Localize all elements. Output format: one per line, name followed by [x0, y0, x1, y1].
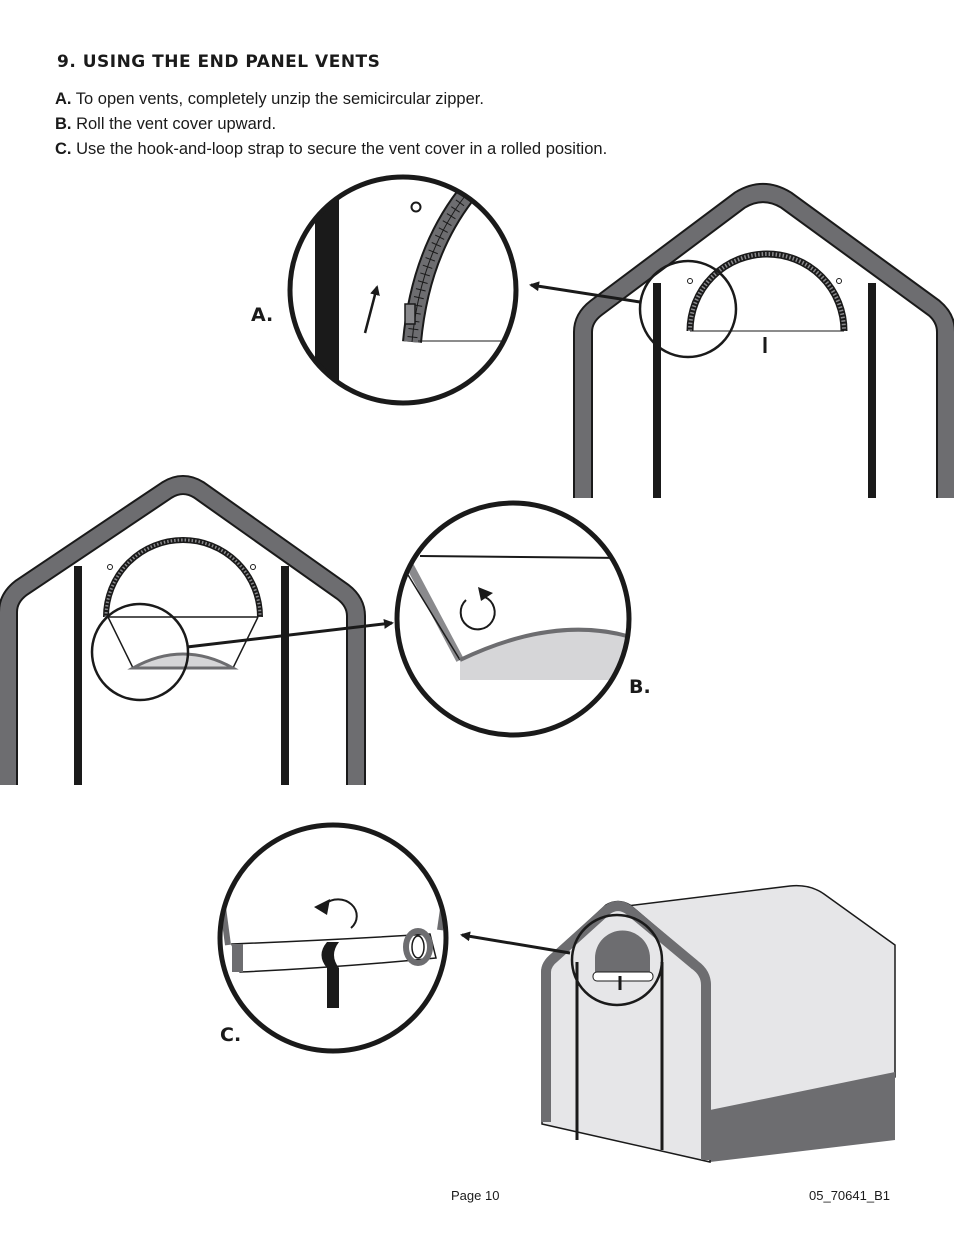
zoom-circle-b [397, 503, 640, 735]
step-letter: B. [55, 115, 72, 133]
pointer-arrow-c [462, 935, 570, 953]
figure-label-a: A. [251, 304, 274, 326]
step-text: Roll the vent cover upward. [76, 115, 277, 133]
document-code: 05_70641_B1 [809, 1188, 890, 1203]
step-letter: A. [55, 90, 72, 108]
step-text: To open vents, completely unzip the semicircular zipper. [75, 90, 484, 108]
shelter-end-b [8, 485, 356, 785]
step-letter: C. [55, 140, 72, 158]
figure-label-b: B. [629, 676, 651, 698]
section-heading: 9. USING THE END PANEL VENTS [57, 52, 381, 72]
shelter-end-a [583, 193, 946, 498]
step-text: Use the hook-and-loop strap to secure the vent cover in a rolled position. [76, 140, 608, 158]
page-number: Page 10 [451, 1188, 500, 1203]
shelter-body-c [542, 886, 895, 1162]
zoom-circle-a [290, 170, 520, 420]
figure-label-c: C. [220, 1024, 242, 1046]
zoom-circle-c [220, 825, 446, 1051]
